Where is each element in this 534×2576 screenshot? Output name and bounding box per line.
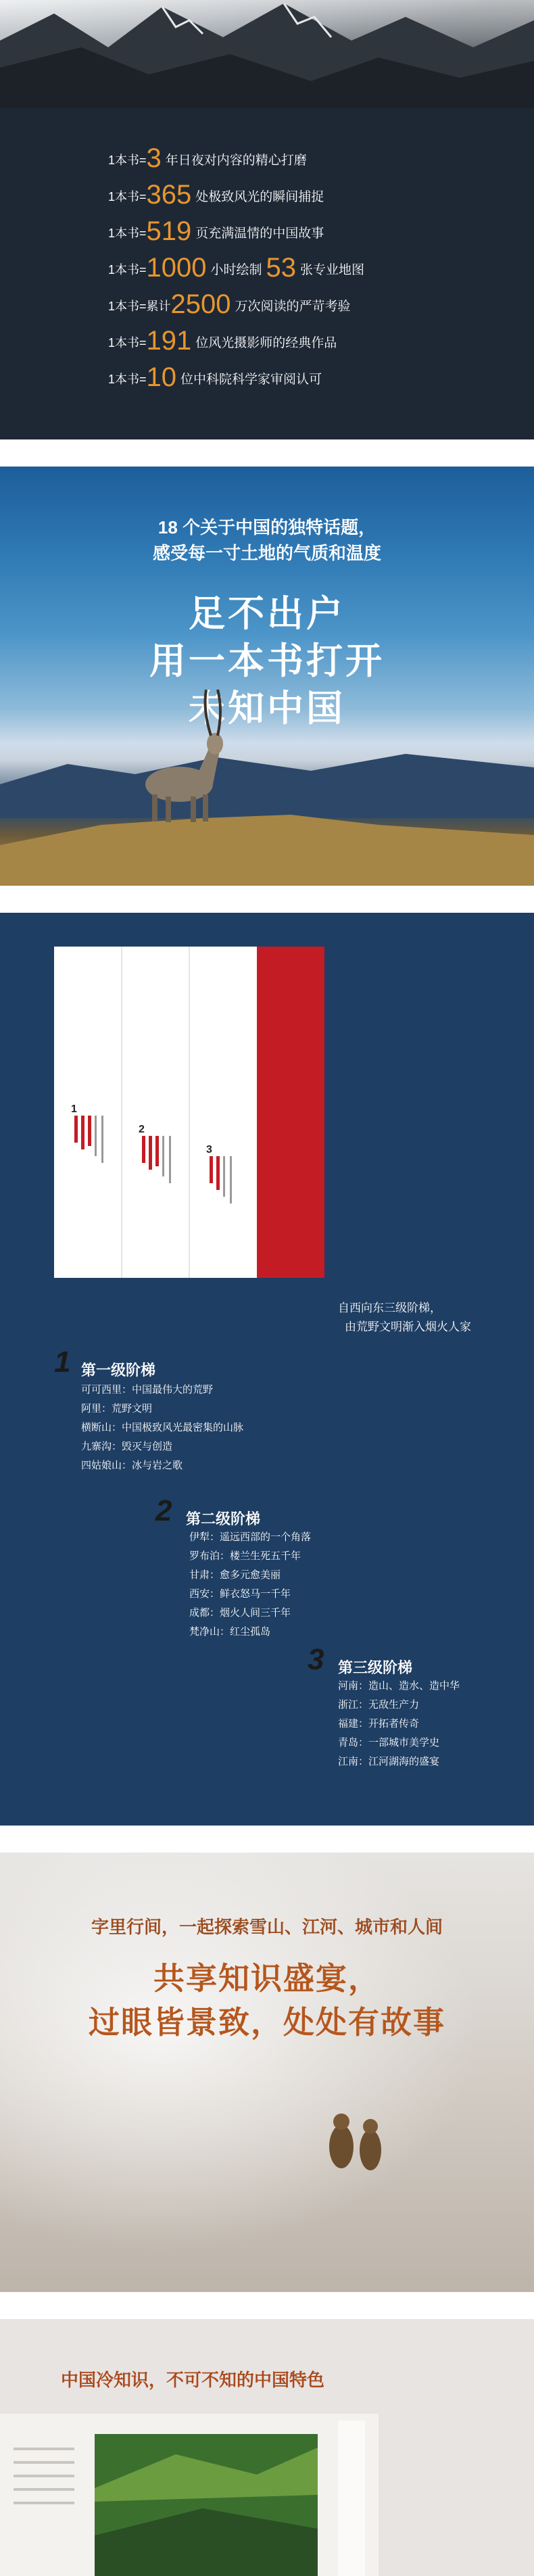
tier-2-title: 第二级阶梯 (186, 1510, 261, 1527)
antelope-illustration (0, 467, 534, 886)
tier-1-item: 可可西里：中国最伟大的荒野 (81, 1384, 214, 1396)
stat-line-7: 1本书=10 位中科院科学家审阅认可 (108, 362, 322, 392)
tier-1-item: 九寨沟：毁灭与创造 (81, 1441, 173, 1452)
ladder-section (0, 913, 534, 1826)
antelope-subtitle-2: 感受每一寸土地的气质和温度 (152, 543, 381, 563)
section-gap (0, 1826, 534, 1853)
ladder-caption-2: 由荒野文明渐入烟火人家 (345, 1320, 471, 1333)
stat-line-3: 1本书=519 页充满温情的中国故事 (108, 216, 324, 246)
mountain-banner (0, 0, 534, 108)
cold-knowledge-section (0, 2319, 534, 2576)
antelope-banner (0, 467, 534, 886)
antelope-subtitle-1: 18 个关于中国的独特话题， (157, 517, 377, 538)
svg-text:1: 1 (71, 1103, 77, 1115)
stat-line-4: 1本书=1000 小时绘制 53 张专业地图 (108, 253, 365, 283)
tier-2-item: 梵净山：红尘孤岛 (189, 1626, 271, 1638)
antelope-headline-2: 用一本书打开 (149, 641, 385, 682)
tier-3-item: 浙江：无敌生产力 (338, 1699, 420, 1711)
tier-2-item: 甘肃：愈多元愈美丽 (189, 1569, 281, 1581)
marmots-illustration (0, 1853, 534, 2292)
tier-1-item: 四姑娘山：冰与岩之歌 (81, 1460, 183, 1471)
ladder-caption-1: 自西向东三级阶梯， (338, 1302, 441, 1314)
svg-text:3: 3 (206, 1144, 212, 1155)
snow-headline-1: 共享知识盛宴， (153, 1961, 381, 1996)
cold-knowledge-title: 中国冷知识，不可不知的中国特色 (61, 2370, 325, 2390)
tier-3-item: 青岛：一部城市美学史 (338, 1737, 440, 1748)
tier-1-item: 横断山：中国极致风光最密集的山脉 (81, 1422, 244, 1433)
svg-text:2: 2 (139, 1124, 145, 1135)
open-book-illustration (0, 2319, 534, 2576)
tier-2-item: 罗布泊：楼兰生死五千年 (189, 1550, 301, 1562)
tier-3-number: 3 (308, 1643, 324, 1676)
section-gap (0, 886, 534, 913)
stat-line-2: 1本书=365 处极致风光的瞬间捕捉 (108, 180, 324, 210)
section-gap (0, 439, 534, 467)
mountain-illustration (0, 0, 534, 108)
section-gap (0, 2292, 534, 2319)
tier-2-item: 成都：烟火人间三千年 (189, 1607, 291, 1619)
tier-3-title: 第三级阶梯 (338, 1659, 413, 1676)
tier-1-title: 第一级阶梯 (81, 1362, 156, 1379)
tier-1-item: 阿里：荒野文明 (81, 1403, 153, 1414)
tier-3-item: 河南：造山、造水、造中华 (338, 1680, 460, 1692)
tier-1-number: 1 (54, 1345, 71, 1379)
stat-line-1: 1本书=3 年日夜对内容的精心打磨 (108, 143, 307, 173)
tier-2-item: 伊犁：遥远西部的一个角落 (189, 1531, 312, 1543)
snow-subtitle: 字里行间，一起探索雪山、江河、城市和人间 (91, 1917, 443, 1937)
tier-2-item: 西安：鲜衣怒马一千年 (189, 1588, 291, 1600)
antelope-headline-3: 未知中国 (189, 688, 345, 729)
stat-line-6: 1本书=191 位风光摄影师的经典作品 (108, 326, 337, 356)
snow-headline-2: 过眼皆景致，处处有故事 (89, 2005, 445, 2040)
tier-2-number: 2 (155, 1494, 172, 1527)
tier-3-item: 福建：开拓者传奇 (338, 1718, 420, 1730)
antelope-headline-1: 足不出户 (189, 594, 345, 634)
stat-line-5: 1本书=累计2500 万次阅读的严苛考验 (108, 289, 351, 319)
snow-banner (0, 1853, 534, 2292)
tier-3-item: 江南：江河湖海的盛宴 (338, 1756, 440, 1767)
stats-panel (0, 108, 534, 439)
